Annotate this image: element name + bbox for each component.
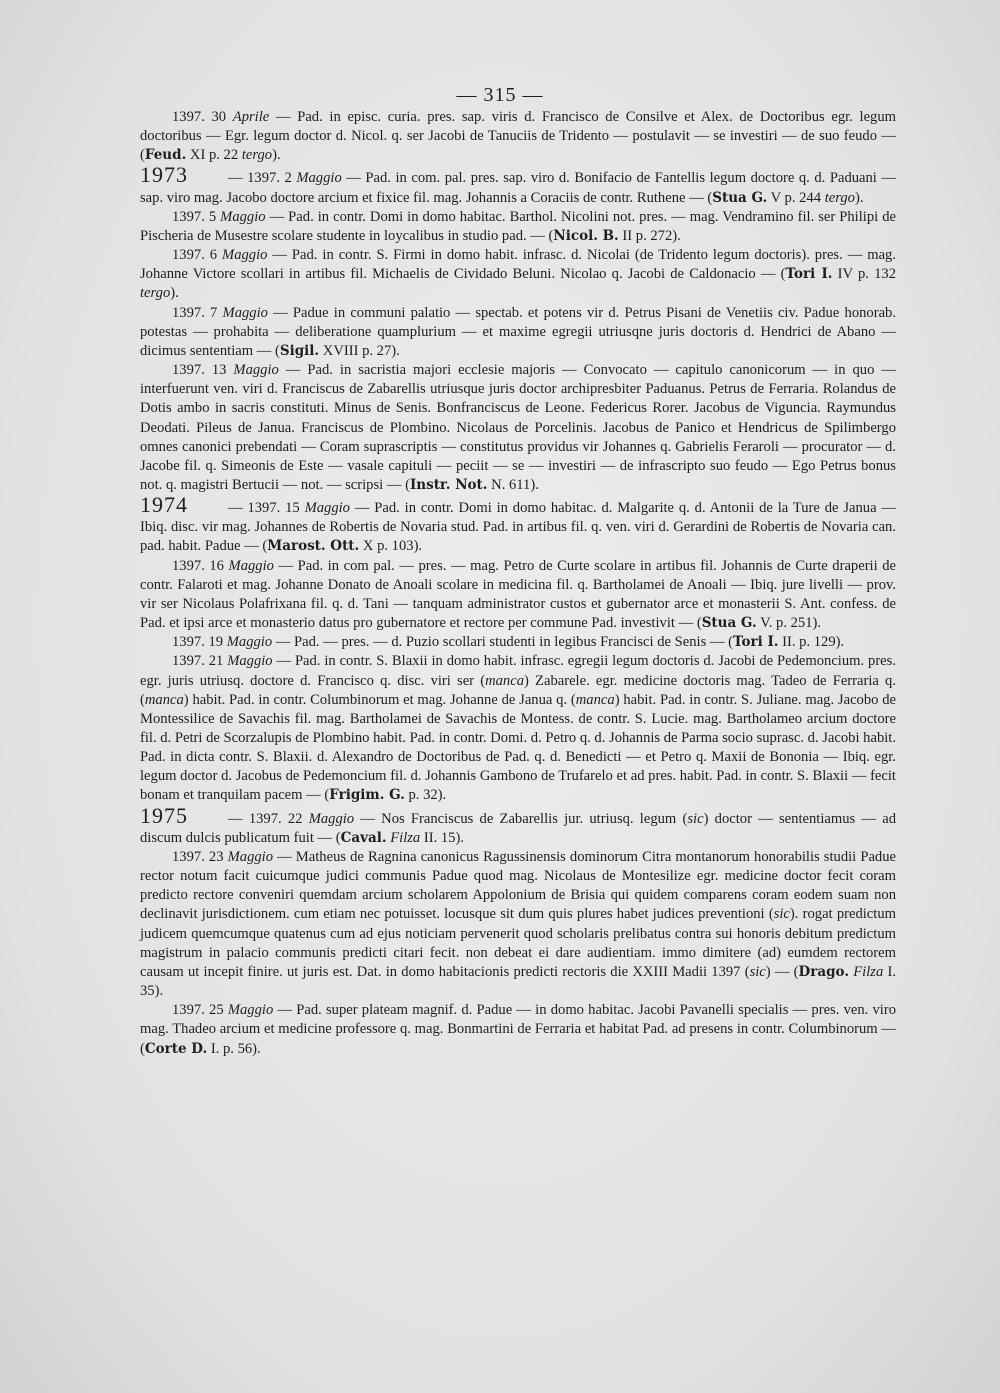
document-entry — [140, 802, 897, 848]
document-entry — [140, 1001, 896, 1058]
document-entry — [140, 492, 896, 556]
entry-text: 1397. 13 Maggio — Pad. in sacristia majori ecclesie majoris — Convocato — capitulo canonicorum — in quo — interfuerunt ven. viri d. Franciscus de Zabarellis utriusque juris doctor archipresbiter Paduanus. Petrus de Ferraria. Rolandus de Dotis ambo in sacris constituti. Minus de Senis. Bonfranciscus de Leone. Federicus Rorer. Jacobus de Viguncia. Raymundus Deodati. Pileus de Janua. Franciscus de Plombino. Nicolaus de Porcelinis. Jacobus de Panico et Hendricus de Spilimbergo omnes canonici prebendati — Coram suprascriptis — constitutus providus vir Johannes q. Gabrielis Feraroli — procurator — d. Jacobe fil. q. Simeonis de Este — vasale capituli — peciit — se — investiri — de infrascripto suo feudo — Ego Petrus bonus not. q. magistri Bertucii — not. — scripsi — (Instr. Not. N. 611). — [140, 362, 896, 493]
document-entry — [140, 361, 896, 495]
entry-text: 1397. 16 Maggio — Pad. in com pal. — pres. — mag. Petro de Curte scolare in artibus fil. Johannis de Curte draperii de contr. Falaroti et mag. Johanne Donato de Anoali scolare in medicina fil. q. Bartholamei de Anoali — Ibiq. jure livelli — prov. vir ser Nicolaus Polafrixana fil. q. d. Tani — tanquam administrator custos et gubernator arce et monasterii S. Ant. confess. de Pad. et ipsi arce et monasterio datus pro gubernatore et rectore per commune Pad. investivit — (Stua G. V. p. 251). — [140, 557, 896, 632]
entry-text: 1397. 5 Maggio — Pad. in contr. Domi in domo habitac. Barthol. Nicolini not. pres. — mag. Vendramino fil. ser Philipi de Pischeria de Musestre scolare studente in loycalibus in studio pad. — (Nicol. B. II p. 272). — [140, 208, 896, 244]
entry-text: 1397. 19 Maggio — Pad. — pres. — d. Puzio scollari studenti in legibus Francisci de Senis — (Tori I. II. p. 129). — [172, 634, 845, 651]
entry-text: 1397. 6 Maggio — Pad. in contr. S. Firmi in domo habit. infrasc. d. Nicolai (de Tridento legum doctoris). pres. — mag. Johanne Victore scollari in artibus fil. Michaelis de Cividado Beluni. Nicolao q. Jacobi de Caldonacio — (Tori I. IV p. 132 tergo). — [140, 247, 897, 302]
document-body — [140, 108, 896, 1059]
document-entry — [140, 208, 896, 246]
document-entry — [140, 633, 896, 652]
entry-text: — 1397. 15 Maggio — Pad. in contr. Domi in domo habitac. d. Malgarite q. d. Antonii de la Ture de Janua — Ibiq. disc. vir mag. Johannes de Robertis de Novaria stud. Pad. in artibus fil. q. ven. viri d. Gerardini de Robertis de Novaria can. pad. habit. Padue — (Marost. Ott. X p. 103). — [140, 500, 896, 555]
document-entry — [140, 108, 896, 165]
document-entry — [140, 304, 896, 361]
entry-text: 1397. 21 Maggio — Pad. in contr. S. Blaxii in domo habit. infrasc. egregii legum doctoris d. Jacobi de Pedemoncium. pres. egr. juris utriusq. doctore d. Francisco q. disc. viri ser (manca) Zabarele. egr. medicine doctoris mag. Tadeo de Ferraria q. (manca) habit. Pad. in contr. Columbinorum et mag. Johanne de Janua q. (manca) habit. Pad. in contr. S. Juliane. mag. Jacobo de Montessilice de Savachis fil. mag. Bartholamei de Savachis de Montess. de contr. S. Lucie. mag. Bartholameo arcium doctore fil. d. Petri de Scorzalupis de Plombino habit. Pad. in contr. Domi. d. Petro q. d. Johannis de Parma socio suprasc. d. Jacobi habit. Pad. in dicta contr. S. Blaxii. d. Alexandro de Doctoribus de Pad. q. d. Benedicti — et Petro q. Maxii de Bononia — Ibiq. egr. legum doctor d. Jacobus de Pedemoncium fil. d. Johannis Gambono de Trufarelo et ad pres. habit. Pad. in contr. S. Blaxii — fecit bonam et tranquilam pacem — (Frigim. G. p. 32). — [140, 653, 897, 804]
entry-text: 1397. 30 Aprile — Pad. in episc. curia. pres. sap. viris d. Francisco de Consilve et Alex. de Doctoribus egr. legum doctoribus — Egr. legum doctor d. Nicol. q. ser Jacobi de Tanuciis de Tridento — postulavit — se investiri — de suo feudo — (Feud. XI p. 22 tergo). — [140, 109, 896, 164]
document-number: 1973 — [140, 162, 188, 188]
document-entry — [140, 848, 896, 1001]
entry-text: 1397. 7 Maggio — Padue in communi palatio — spectab. et potens vir d. Petrus Pisani de Venetiis civ. Padue honorab. potestas — prohabita — deliberatione quamplurium — et maxime egregii utriusqne juris doctoris d. Hendrici de Abano — dicimus sententiam — (Sigil. XVIII p. 27). — [140, 304, 896, 359]
document-entry — [140, 162, 896, 207]
entry-text: — 1397. 22 Maggio — Nos Franciscus de Zabarellis jur. utriusq. legum (sic) doctor — sententiamus — ad discum dulcis publicatum fuit — (Caval. Filza II. 15). — [140, 810, 897, 846]
document-number: 1975 — [140, 802, 188, 828]
entry-text: — 1397. 2 Maggio — Pad. in com. pal. pres. sap. viro d. Bonifacio de Fantellis legum doctore q. d. Paduani — sap. viro mag. Jacobo doctore arcium et fixice fil. mag. Johannis a Coraciis de contr. Ruthene — (Stua G. V p. 244 tergo). — [140, 170, 896, 206]
entry-text: 1397. 23 Maggio — Matheus de Ragnina canonicus Ragussinensis dominorum Citra montanorum honorabilis studii Padue rector notum facit cuicumque judici communis Padue quod mag. Nicolaus de Montesilize egr. medicine doctor fecit coram predicto rectore conveniri quemdam arcium scholarem Appolonium de Brisia qui quidem comparens coram eodem suam non declinavit jurisdictionem. cum etiam nec potuisset. locusque sit dum quis plures habet judices preventioni (sic). rogat predictum judicem quemcumque quatenus cum ad ejus noticiam pervenerit quod scholaris prelibatus contra sui honoris debitum predictum magistrum in palacio communis predicti citari fecit. non debeat ei dare audientiam. immo dimitere (ad) eumdem rectorem causam ut incepit finire. ut juris est. Dat. in domo habitacionis predicti rectoris die XXIII Madii 1397 (sic) — (Drago. Filza I. 35). — [140, 848, 896, 1000]
document-entry — [140, 557, 896, 634]
document-entry — [140, 246, 896, 303]
entry-text: 1397. 25 Maggio — Pad. super plateam magnif. d. Padue — in domo habitac. Jacobi Pavanelli specialis — pres. ven. viro mag. Thadeo arcium et medicine professore q. mag. Bonmartini de Ferraria et habitat Pad. ad presens in contr. Columbinorum — (Corte D. I. p. 56). — [140, 1002, 897, 1057]
document-number: 1974 — [140, 492, 188, 518]
page-number: — 315 — — [456, 84, 544, 106]
document-entry — [140, 652, 896, 805]
